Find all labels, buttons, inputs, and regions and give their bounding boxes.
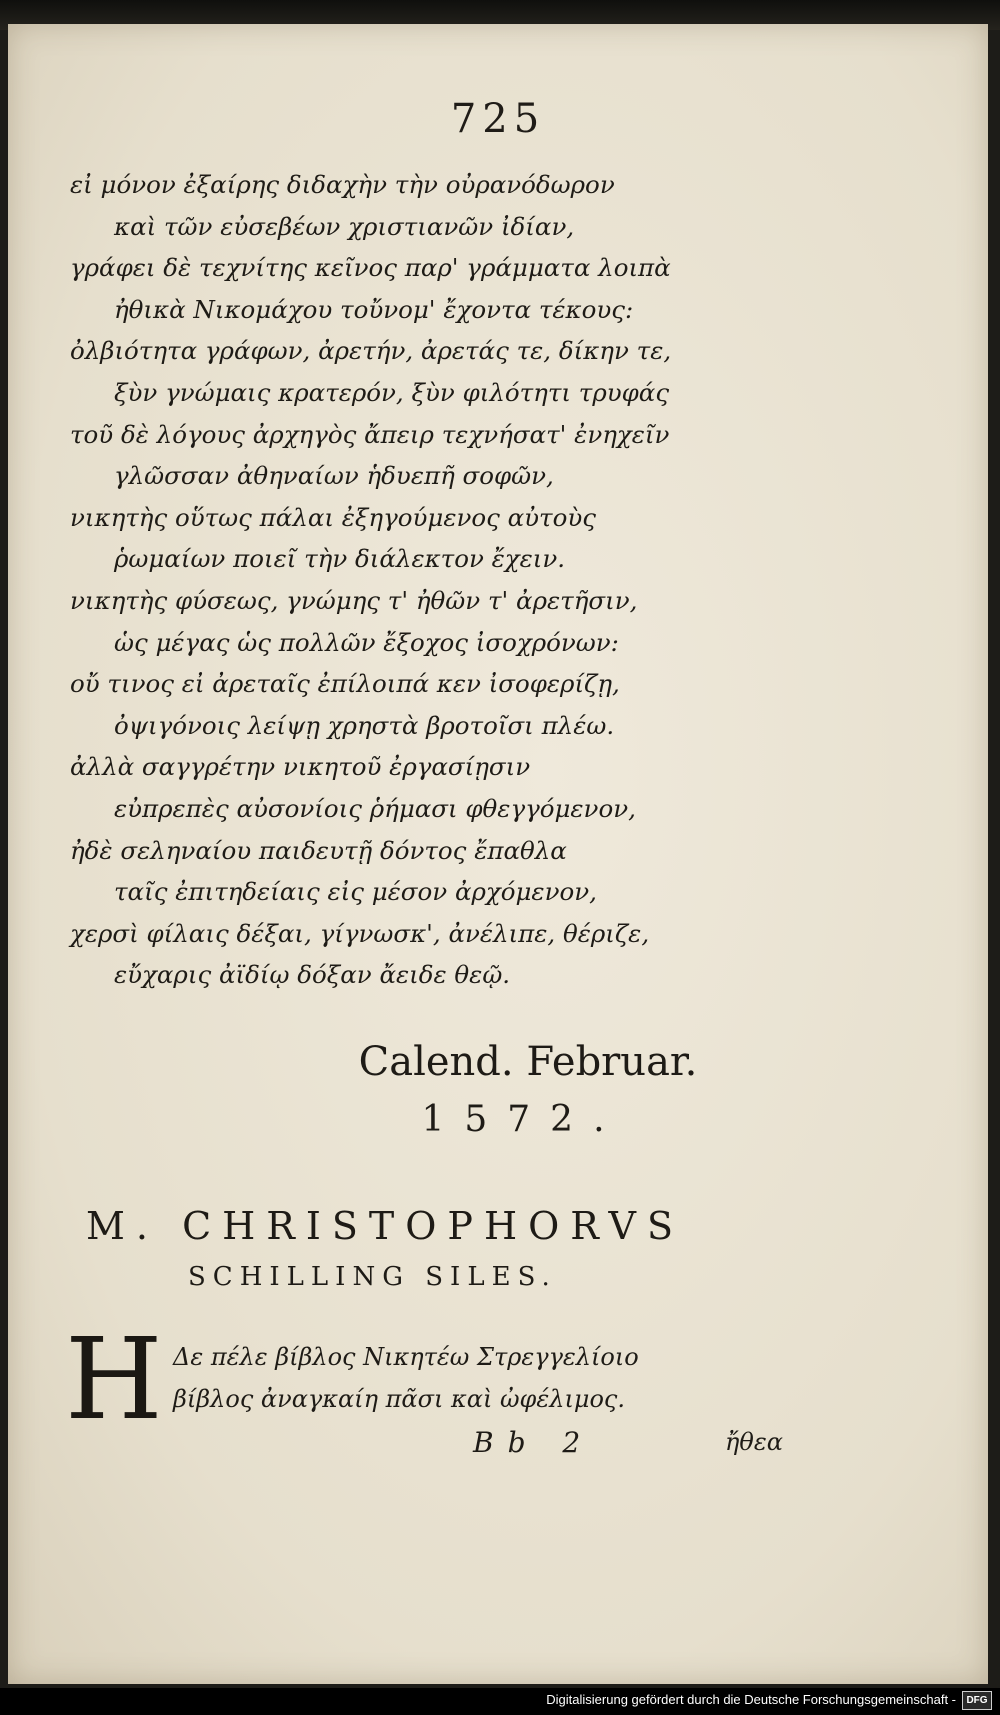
- dfg-logo-icon: DFG: [962, 1691, 992, 1710]
- poem-line: γλῶσσαν ἀθηναίων ἡδυεπῆ σοφῶν,: [114, 461, 554, 491]
- poem-line: ἀλλὰ σαγγρέτην νικητοῦ ἐργασίῃσιν: [70, 752, 531, 782]
- poem-line: νικητὴς φύσεως, γνώμης τ' ἠθῶν τ' ἀρετῆσιν,: [70, 585, 638, 615]
- epigram-line: Δε πέλε βίβλος Νικητέω Στρεγγελίοιο: [173, 1343, 639, 1371]
- epigram: [173, 1336, 639, 1420]
- catchword: ἤθεα: [725, 1428, 783, 1456]
- poem-line: ὀλβιότητα γράφων, ἀρετήν, ἀρετάς τε, δίκην τε,: [70, 336, 672, 366]
- poem-line: οὔ τινος εἰ ἀρεταῖς ἐπίλοιπά κεν ἰσοφερίζῃ,: [70, 669, 620, 699]
- poem-line: ξὺν γνώμαις κρατερόν, ξὺν φιλότητι τρυφάς: [114, 377, 670, 407]
- drop-cap-initial: H: [65, 1315, 163, 1445]
- colophon-year: 1572.: [421, 1099, 625, 1140]
- poem-line: τοῦ δὲ λόγους ἀρχηγὸς ἄπειρ τεχνήσατ' ἐνηχεῖν: [70, 419, 670, 449]
- poem-line: ὀψιγόνοις λείψῃ χρηστὰ βροτοῖσι πλέω.: [114, 710, 615, 740]
- page-number: 725: [450, 96, 546, 142]
- poem-line: ὡς μέγας ὡς πολλῶν ἔξοχος ἰσοχρόνων:: [114, 627, 619, 657]
- author-name: M. CHRISTOPHORVS: [86, 1204, 685, 1248]
- poem-line: ταῖς ἐπιτηδείαις εἰς μέσον ἀρχόμενον,: [114, 877, 597, 907]
- colophon-date: Calend. Februar.: [358, 1039, 698, 1085]
- greek-poem: [70, 164, 970, 996]
- poem-line: ἠδὲ σεληναίου παιδευτῇ δόντος ἔπαθλα: [70, 835, 567, 865]
- poem-line: γράφει δὲ τεχνίτης κεῖνος παρ' γράμματα λοιπὰ: [70, 253, 671, 283]
- footer-credit: Digitalisierung gefördert durch die Deutsche Forschungsgemeinschaft -: [546, 1692, 956, 1707]
- book-page: [8, 24, 988, 1684]
- poem-line: ῥωμαίων ποιεῖ τὴν διάλεκτον ἔχειν.: [114, 544, 566, 574]
- signature-mark: Bb 2: [473, 1426, 595, 1459]
- poem-line: νικητὴς οὕτως πάλαι ἐξηγούμενος αὐτοὺς: [70, 502, 596, 532]
- poem-line: εὐπρεπὲς αὐσονίοις ῥήμασι φθεγγόμενον,: [114, 793, 636, 823]
- poem-line: εὔχαρις ἀϊδίῳ δόξαν ἄειδε θεῷ.: [114, 960, 511, 990]
- poem-line: εἰ μόνον ἐξαίρης διδαχὴν τὴν οὐρανόδωρον: [70, 170, 615, 199]
- author-origin: SCHILLING SILES.: [188, 1262, 557, 1292]
- epigram-line: βίβλος ἀναγκαίη πᾶσι καὶ ὠφέλιμος.: [173, 1385, 625, 1413]
- poem-line: καὶ τῶν εὐσεβέων χριστιανῶν ἰδίαν,: [114, 211, 575, 241]
- poem-line: ἠθικὰ Νικομάχου τοὔνομ' ἔχοντα τέκους:: [114, 294, 634, 324]
- poem-line: χερσὶ φίλαις δέξαι, γίγνωσκ', ἀνέλιπε, θέριζε,: [70, 918, 650, 948]
